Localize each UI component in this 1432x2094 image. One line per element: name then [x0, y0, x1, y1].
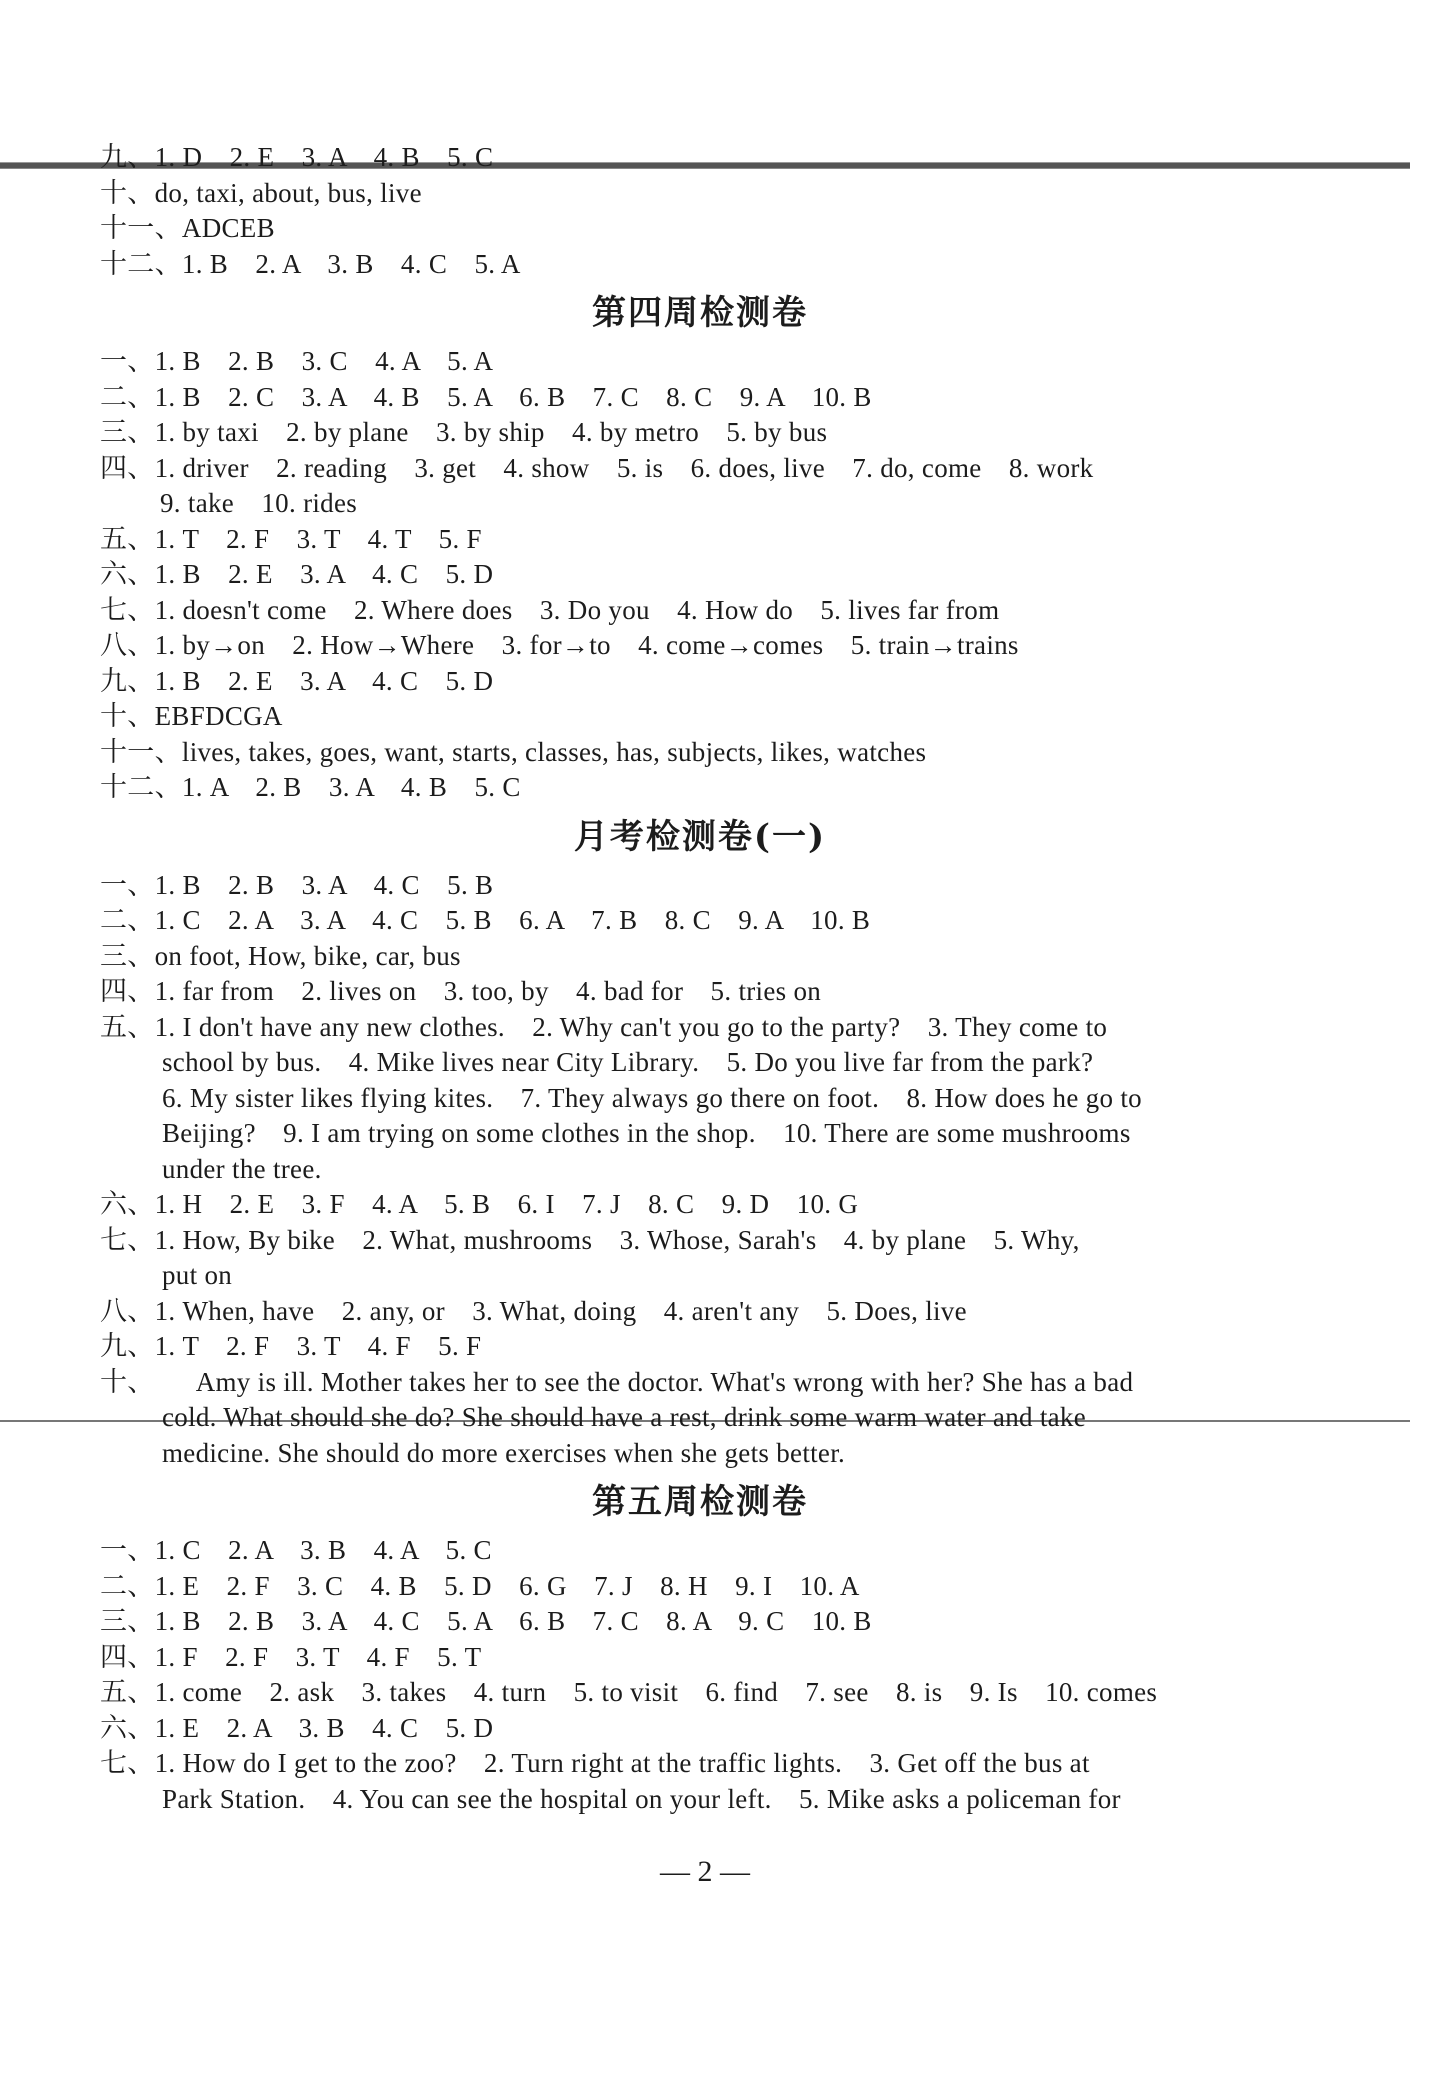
section-title-monthly: 月考检测卷(一): [573, 816, 827, 857]
answer-line: 十一、lives, takes, goes, want, starts, classes, has, subjects, likes, watches: [100, 736, 927, 767]
answer-line: 四、1. driver 2. reading 3. get 4. show 5. is 6. does, live 7. do, come 8. work: [100, 452, 1094, 483]
answer-line-continued: cold. What should she do? She should have a rest, drink some warm water and take: [162, 1402, 1087, 1432]
section-title-week4: 第四周检测卷: [592, 293, 808, 333]
page-number: — 2 —: [660, 1855, 750, 1888]
answer-line: 七、1. How, By bike 2. What, mushrooms 3. Whose, Sarah's 4. by plane 5. Why,: [100, 1224, 1080, 1255]
answer-line: 四、1. far from 2. lives on 3. too, by 4. bad for 5. tries on: [100, 976, 822, 1006]
answer-line: 十、do, taxi, about, bus, live: [100, 177, 422, 208]
answer-line-continued: 9. take 10. rides: [160, 488, 358, 518]
answer-line: 七、1. doesn't come 2. Where does 3. Do you 4. How do 5. lives far from: [100, 594, 1000, 625]
answer-line-continued: put on: [162, 1260, 233, 1290]
answer-line: 一、1. B 2. B 3. A 4. C 5. B: [100, 869, 494, 900]
answer-line: 三、1. by taxi 2. by plane 3. by ship 4. by metro 5. by bus: [100, 417, 828, 447]
answer-line: 五、1. come 2. ask 3. takes 4. turn 5. to visit 6. find 7. see 8. is 9. Is 10. comes: [100, 1677, 1158, 1707]
answer-line: 五、1. T 2. F 3. T 4. T 5. F: [100, 523, 482, 554]
answer-line-continued: Park Station. 4. You can see the hospital on your left. 5. Mike asks a policeman for: [162, 1783, 1121, 1814]
answer-line-continued: 6. My sister likes flying kites. 7. They always go there on foot. 8. How does he go to: [162, 1082, 1142, 1113]
answer-line: 三、1. B 2. B 3. A 4. C 5. A 6. B 7. C 8. A 9. C 10. B: [100, 1606, 872, 1636]
answer-line: 六、1. B 2. E 3. A 4. C 5. D: [100, 559, 494, 589]
answer-line: 二、1. B 2. C 3. A 4. B 5. A 6. B 7. C 8. C 9. A 10. B: [100, 381, 872, 412]
answer-line: 六、1. H 2. E 3. F 4. A 5. B 6. I 7. J 8. C 9. D 10. G: [100, 1189, 859, 1219]
answer-line: 十一、ADCEB: [100, 213, 275, 243]
section-title-week5: 第五周检测卷: [592, 1482, 808, 1522]
answer-line: 十二、1. A 2. B 3. A 4. B 5. C: [100, 772, 521, 802]
answer-line-continued: school by bus. 4. Mike lives near City Library. 5. Do you live far from the park?: [162, 1047, 1094, 1077]
top-answers: [100, 140, 1300, 282]
answer-line: 五、1. I don't have any new clothes. 2. Why can't you go to the party? 3. They come to: [100, 1011, 1108, 1042]
answer-line: 九、1. B 2. E 3. A 4. C 5. D: [100, 665, 494, 696]
answer-line: 九、1. D 2. E 3. A 4. B 5. C: [100, 142, 494, 172]
answer-line-continued: medicine. She should do more exercises when she gets better.: [162, 1437, 846, 1468]
answer-line: 一、1. B 2. B 3. C 4. A 5. A: [100, 346, 494, 376]
week5-answers: [100, 1533, 1300, 1817]
answer-line: 八、1. by→on 2. How→Where 3. for→to 4. come→comes 5. train→trains: [100, 630, 1019, 660]
answer-line-continued: under the tree.: [162, 1153, 322, 1184]
answer-line: 一、1. C 2. A 3. B 4. A 5. C: [100, 1535, 492, 1565]
answer-line: 七、1. How do I get to the zoo? 2. Turn right at the traffic lights. 3. Get off the bus at: [100, 1748, 1090, 1778]
answer-line: 十、EBFDCGA: [100, 701, 283, 731]
answer-key-content: [100, 140, 1300, 1817]
answer-line: 二、1. E 2. F 3. C 4. B 5. D 6. G 7. J 8. H 9. I 10. A: [100, 1570, 860, 1601]
answer-line: 六、1. E 2. A 3. B 4. C 5. D: [100, 1712, 494, 1743]
answer-line-continued: Beijing? 9. I am trying on some clothes in the shop. 10. There are some mushrooms: [162, 1118, 1131, 1148]
answer-line: 八、1. When, have 2. any, or 3. What, doing 4. aren't any 5. Does, live: [100, 1295, 967, 1326]
answer-line: 四、1. F 2. F 3. T 4. F 5. T: [100, 1641, 482, 1672]
answer-line: 三、on foot, How, bike, car, bus: [100, 940, 461, 971]
answer-line: 十、 Amy is ill. Mother takes her to see the doctor. What's wrong with her? She has a bad: [100, 1366, 1134, 1397]
answer-line: 二、1. C 2. A 3. A 4. C 5. B 6. A 7. B 8. C 9. A 10. B: [100, 905, 871, 935]
monthly-answers: [100, 868, 1300, 1472]
answer-line: 十二、1. B 2. A 3. B 4. C 5. A: [100, 248, 521, 279]
answer-line: 九、1. T 2. F 3. T 4. F 5. F: [100, 1331, 482, 1361]
week4-answers: [100, 344, 1300, 806]
